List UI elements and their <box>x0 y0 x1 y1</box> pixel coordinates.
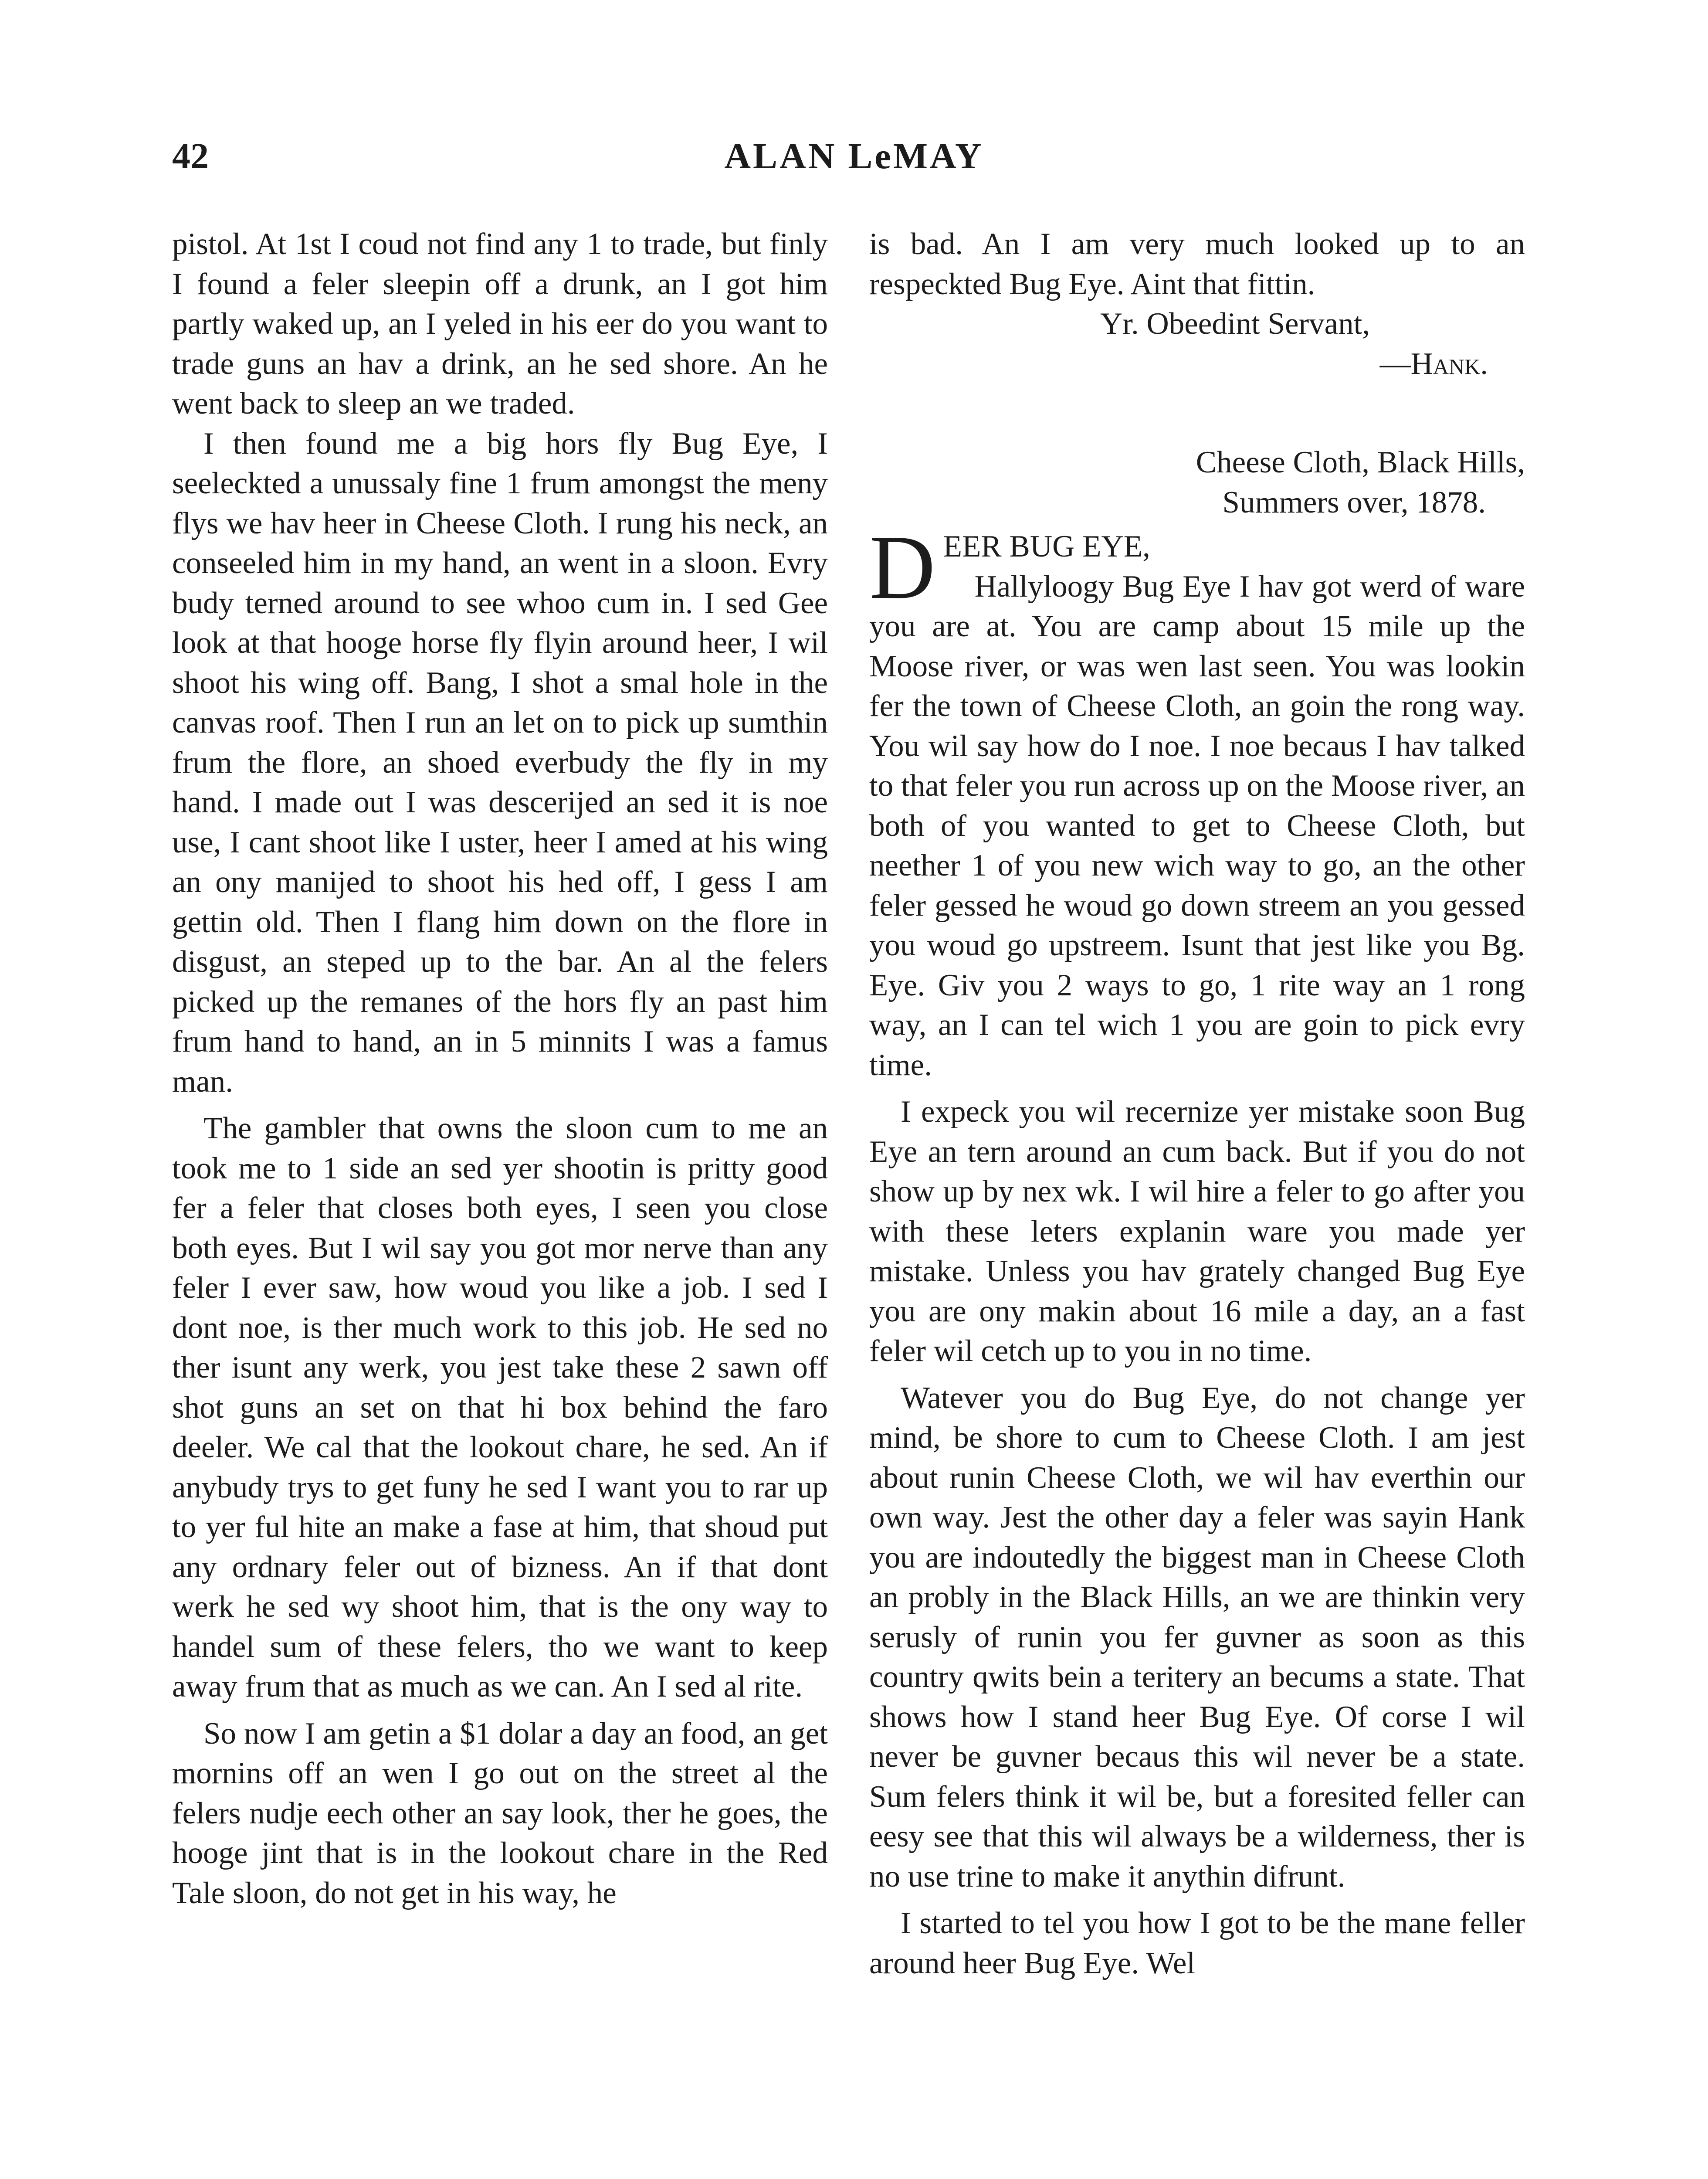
page-number: 42 <box>172 136 209 176</box>
salutation-text: EER BUG EYE, <box>943 529 1150 563</box>
right-column <box>869 224 1525 1983</box>
paragraph: I expeck you wil recernize yer mistake soon Bug Eye an tern around an cum back. But if you do not show up by nex wk. I wil hire a feler to go after you with these leters explanin ware you made yer mistake. Unless you hav grately changed Bug Eye you are ony makin about 16 mile a day, an a fast feler wil cetch up to you in no time. <box>869 1095 1525 1368</box>
letter-closing: Yr. Obeedint Servant, <box>1100 307 1370 341</box>
left-column <box>172 224 828 1913</box>
page-header <box>172 135 1536 187</box>
paragraph: is bad. An I am very much looked up to an respeckted Bug Eye. Aint that fittin. <box>869 227 1525 301</box>
letter-salutation <box>869 517 1525 1085</box>
drop-cap: D <box>869 517 935 618</box>
letter-dateline: Summers over, 1878. <box>1222 485 1486 519</box>
letter-signature: —Hank. <box>1379 346 1488 381</box>
paragraph: The gambler that owns the sloon cum to me an took me to 1 side an sed yer shootin is pritty good fer a feler that closes both eyes, I seen you close both eyes. But I wil say you got mor nerve than any feler I ever saw, how woud you like a job. I sed I dont noe, is ther much work to this job. He sed no ther isunt any werk, you jest take these 2 sawn off shot guns an set on that hi box behind the faro deeler. We cal that the lookout chare, he sed. An if anybudy trys to get funy he sed I want you to rar up to yer ful hite an make a fase at him, that shoud put any ordnary feler out of bizness. An if that dont werk he sed wy shoot him, that is the ony way to handel sum of these felers, tho we want to keep away frum that as much as we can. An I sed al rite. <box>172 1111 828 1704</box>
paragraph: I started to tel you how I got to be the mane feller around heer Bug Eye. Wel <box>869 1906 1525 1980</box>
paragraph: pistol. At 1st I coud not find any 1 to trade, but finly I found a feler sleepin off a drunk, an I got him partly waked up, an I yeled in his eer do you want to trade guns an hav a drink, an he sed shore. An he went back to sleep an we traded. <box>172 227 828 421</box>
paragraph: Watever you do Bug Eye, do not change yer mind, be shore to cum to Cheese Cloth. I am jest about runin Cheese Cloth, we wil hav everthin our own way. Jest the other day a feler was sayin Hank you are indoutedly the biggest man in Cheese Cloth an probly in the Black Hills, an we are thinkin very serusly of runin you fer guvner as soon as this country qwits bein a teritery an becums a state. That shows how I stand heer Bug Eye. Of corse I wil never be guvner becaus this wil never be a state. Sum felers think it wil be, but a foresited feller can eesy see that this wil always be a wilderness, ther is no use trine to make it anythin difrunt. <box>869 1381 1525 1894</box>
paragraph: I then found me a big hors fly Bug Eye, I seeleckted a unussaly fine 1 frum amongst the meny flys we hav heer in Cheese Cloth. I rung his neck, an conseeled him in my hand, an went in a sloon. Evry budy terned around to see whoo cum in. I sed Gee look at that hooge horse fly flyin around heer, I wil shoot his wing off. Bang, I shot a smal hole in the canvas roof. Then I run an let on to pick up sumthin frum the flore, an shoed everbudy the fly in my hand. I made out I was descerijed an sed it is noe use, I cant shoot like I uster, heer I amed at his wing an ony manijed to shoot his hed off, I gess I am gettin old. Then I flang him down on the flore in disgust, an steped up to the bar. An al the felers picked up the remanes of the hors fly an past him frum hand to hand, an in 5 minnits I was a famus man. <box>172 426 828 1099</box>
letter-dateline: Cheese Cloth, Black Hills, <box>1196 445 1525 479</box>
running-head: ALAN LeMAY <box>724 136 984 176</box>
paragraph: So now I am getin a $1 dolar a day an food, an get mornins off an wen I go out on the street al the felers nudje eech other an say look, ther he goes, the hooge jint that is in the lookout chare in the Red Tale sloon, do not get in his way, he <box>172 1716 828 1910</box>
paragraph: Hallyloogy Bug Eye I hav got werd of ware you are at. You are camp about 15 mile up the Moose river, or was wen last seen. You was lookin fer the town of Cheese Cloth, an goin the rong way. You wil say how do I noe. I noe becaus I hav talked to that feler you run across up on the Moose river, an both of you wanted to get to Cheese Cloth, but neether 1 of you new wich way to go, an the other feler gessed he woud go down streem an you gessed you woud go upstreem. Isunt that jest like you Bg. Eye. Giv you 2 ways to go, 1 rite way an 1 rong way, an I can tel wich 1 you are goin to pick evry time. <box>869 569 1525 1082</box>
